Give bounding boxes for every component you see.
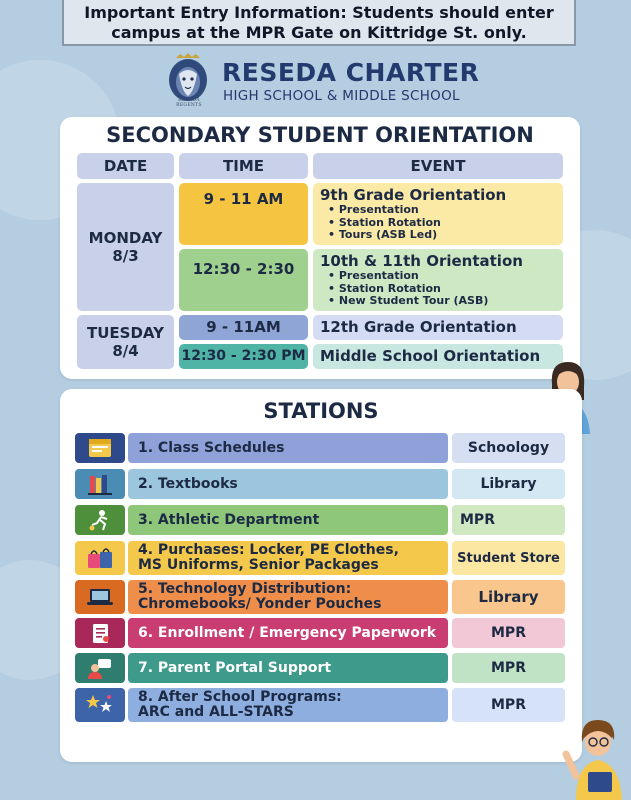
- station-8-icon-tile: [75, 688, 125, 722]
- athlete-icon: [86, 509, 114, 531]
- event-bullet: • Station Rotation: [328, 283, 563, 296]
- stars-icon: [85, 693, 115, 717]
- day-name: TUESDAY: [87, 324, 164, 342]
- station-6-label: [128, 618, 448, 648]
- orientation-title: SECONDARY STUDENT ORIENTATION: [106, 123, 534, 147]
- event-title: 12th Grade Orientation: [320, 318, 517, 336]
- station-1-label: [128, 433, 448, 463]
- station-2-label: [128, 469, 448, 499]
- station-name: 2. Textbooks: [138, 475, 238, 492]
- logo-caption-1: RESEDA: [178, 98, 200, 103]
- station-1-icon-tile: [75, 433, 125, 463]
- station-name-line-2: Chromebooks/ Yonder Pouches: [138, 596, 382, 612]
- event-title: Middle School Orientation: [320, 347, 541, 365]
- station-name: 4. Purchases: Locker, PE Clothes,: [138, 542, 399, 558]
- session-event-4: [313, 344, 563, 369]
- event-bullet: • New Student Tour (ASB): [328, 295, 563, 308]
- support-chat-icon: [86, 657, 114, 679]
- station-6-location: MPR: [452, 618, 565, 648]
- day-monday: [77, 183, 174, 311]
- station-2-location: Library: [452, 469, 565, 499]
- banner-line-1: Important Entry Information: Students should enter: [84, 3, 554, 22]
- station-name: 3. Athletic Department: [138, 511, 320, 528]
- station-7-icon-tile: [75, 653, 125, 683]
- header-date: DATE: [77, 153, 174, 179]
- stations-title: STATIONS: [263, 399, 379, 423]
- station-3-label: [128, 505, 448, 535]
- day-date: 8/4: [112, 342, 139, 360]
- header-event: EVENT: [313, 153, 563, 179]
- event-bullet: • Presentation: [328, 204, 563, 217]
- day-date: 8/3: [112, 247, 139, 265]
- station-8-label: [128, 688, 448, 722]
- station-5-location: Library: [452, 580, 565, 614]
- session-time-3: 9 - 11AM: [179, 315, 308, 340]
- session-time-1: 9 - 11 AM: [179, 183, 308, 245]
- school-brand: [160, 48, 490, 112]
- student-waving-illustration-icon: [562, 716, 628, 800]
- shopping-bags-icon: [85, 546, 115, 570]
- station-2-icon-tile: [75, 469, 125, 499]
- session-event-1: [313, 183, 563, 245]
- banner-line-2: campus at the MPR Gate on Kittridge St. only.: [111, 23, 527, 42]
- event-bullet: • Tours (ASB Led): [328, 229, 563, 242]
- station-name: 1. Class Schedules: [138, 439, 285, 456]
- stations-card: [60, 389, 582, 762]
- station-1-location: Schoology: [452, 433, 565, 463]
- station-7-label: [128, 653, 448, 683]
- station-3-location: MPR: [452, 505, 565, 535]
- station-3-icon-tile: [75, 505, 125, 535]
- orientation-card: [60, 117, 580, 379]
- station-5-icon-tile: [75, 580, 125, 614]
- event-title: 9th Grade Orientation: [320, 186, 507, 204]
- day-name: MONDAY: [88, 229, 163, 247]
- school-name: RESEDA CHARTER: [222, 58, 480, 87]
- station-8-location: MPR: [452, 688, 565, 722]
- header-time: TIME: [179, 153, 308, 179]
- station-name-line-2: ARC and ALL-STARS: [138, 704, 294, 720]
- logo-caption-2: REGENTS: [176, 103, 202, 108]
- station-name-line-2: MS Uniforms, Senior Packages: [138, 557, 379, 573]
- station-7-location: MPR: [452, 653, 565, 683]
- event-title: 10th & 11th Orientation: [320, 252, 523, 270]
- event-bullet: • Station Rotation: [328, 217, 563, 230]
- session-event-2: [313, 249, 563, 311]
- books-icon: [86, 473, 114, 495]
- document-icon: [86, 622, 114, 644]
- station-5-label: [128, 580, 448, 614]
- station-4-location: Student Store: [452, 541, 565, 575]
- session-time-2: 12:30 - 2:30: [179, 249, 308, 311]
- station-name: 5. Technology Distribution:: [138, 581, 352, 597]
- entry-info-banner: [62, 0, 576, 46]
- laptop-icon: [85, 586, 115, 608]
- school-subtitle: HIGH SCHOOL & MIDDLE SCHOOL: [223, 88, 460, 104]
- station-name: 8. After School Programs:: [138, 689, 342, 705]
- station-4-label: [128, 541, 448, 575]
- station-name: 7. Parent Portal Support: [138, 659, 332, 676]
- day-tuesday: [77, 315, 174, 369]
- station-name: 6. Enrollment / Emergency Paperwork: [138, 624, 437, 641]
- station-4-icon-tile: [75, 541, 125, 575]
- session-event-3: [313, 315, 563, 340]
- session-time-4: 12:30 - 2:30 PM: [179, 344, 308, 369]
- station-6-icon-tile: [75, 618, 125, 648]
- calendar-icon: [86, 437, 114, 459]
- event-bullet: • Presentation: [328, 270, 563, 283]
